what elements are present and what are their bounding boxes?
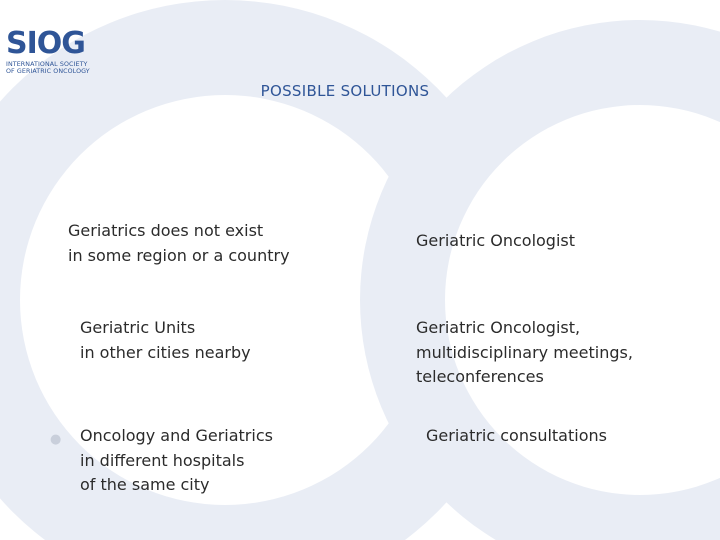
problem-1-line-1: Geriatrics does not exist (68, 221, 264, 240)
slide-title: POSSIBLE SOLUTIONS (260, 82, 430, 100)
solution-1-line-1: Geriatric Oncologist (416, 231, 576, 250)
problem-3 (80, 424, 273, 498)
solution-3 (426, 424, 607, 449)
problem-1 (68, 219, 290, 268)
problem-3-line-2: in different hospitals (80, 450, 245, 470)
problem-3-line-1: Oncology and Geriatrics (80, 426, 273, 445)
solution-2-line-1: Geriatric Oncologist, (416, 318, 581, 337)
solution-1 (416, 229, 575, 254)
problem-2-line-1: Geriatric Units (80, 318, 196, 337)
problem-2 (80, 316, 251, 365)
solution-3-line-1: Geriatric consultations (426, 426, 607, 445)
solution-2-line-3: teleconferences (416, 367, 544, 386)
problem-1-line-2: in some region or a country (68, 245, 290, 265)
solution-2-line-2: multidisciplinary meetings, (416, 342, 633, 362)
siog-logo (6, 28, 116, 80)
logo-wordmark: SIOG (6, 26, 85, 61)
bullet-dot: ● (50, 432, 62, 447)
solution-2 (416, 316, 633, 390)
problem-2-line-2: in other cities nearby (80, 342, 251, 362)
logo-subtitle-line2: OF GERIATRIC ONCOLOGY (6, 68, 90, 75)
logo-subtitle-line1: INTERNATIONAL SOCIETY (6, 61, 88, 68)
logo-subtitle (6, 61, 116, 75)
problem-3-line-3: of the same city (80, 475, 210, 494)
